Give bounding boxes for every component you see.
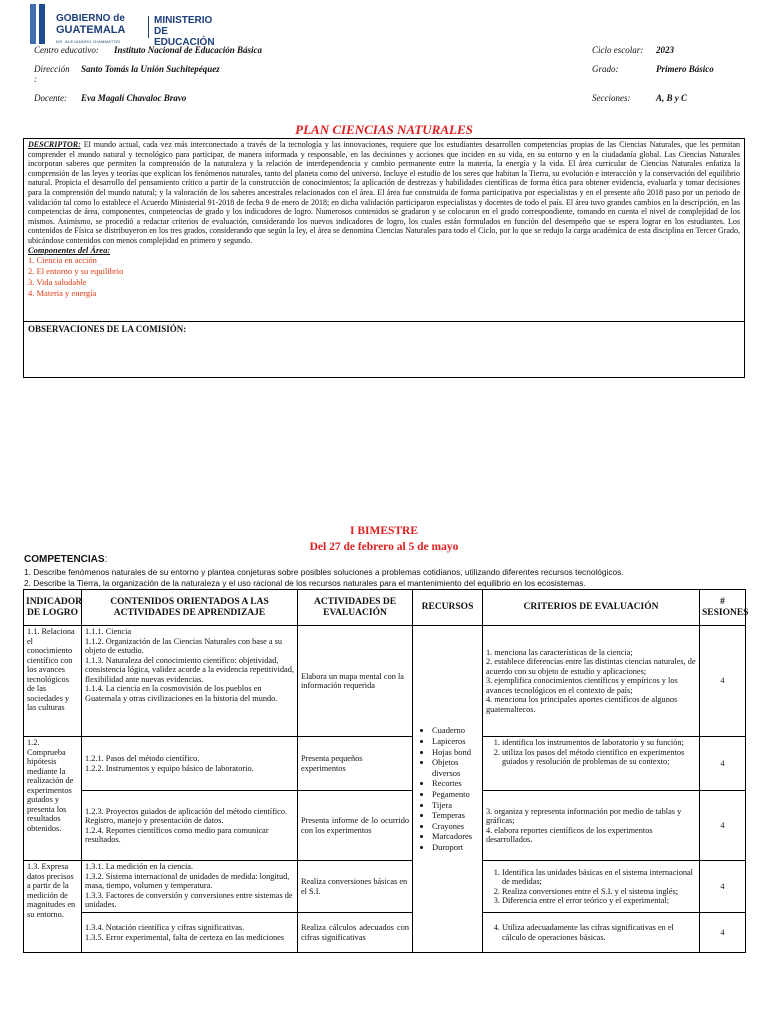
criterio-item: 3. organiza y representa información por medio de tablas y gráficas;	[486, 806, 682, 825]
descriptor-paragraph	[24, 139, 744, 300]
recursos-list	[416, 725, 479, 852]
criterios-list	[486, 923, 696, 942]
recurso-item: • Objetos diversos	[432, 757, 479, 778]
criterios-list	[486, 738, 696, 767]
criterio-item: 1. Identifica las unidades básicas en el sistema internacional de medidas;	[502, 868, 696, 887]
recurso-item: • Duroport	[432, 842, 479, 853]
recurso-item: • Hojas bond	[432, 747, 479, 758]
direccion-colon: :	[34, 74, 37, 84]
bimestre-title: I BIMESTRE	[349, 525, 419, 537]
competencias-title	[24, 554, 107, 565]
ministry-name	[154, 15, 215, 48]
criterio-item: 2. establece diferencias entre las distintas ciencias naturales, de acuerdo con su objeto de estudio y aplicaciones;	[486, 657, 696, 676]
indicador-cell: 1.1. Relaciona el conocimiento científico con los avances tecnológicos de las sociedades y las culturas	[24, 626, 82, 737]
component-item: 3. Vida saludable	[28, 277, 87, 288]
table-row	[24, 737, 746, 791]
descriptor-box	[23, 138, 745, 322]
secciones-value: A, B y C	[656, 93, 688, 103]
header-sesiones: # SESIONES	[700, 590, 746, 626]
header-actividades: ACTIVIDADES DE EVALUACIÓN	[298, 590, 413, 626]
criterios-cell	[483, 913, 700, 953]
recurso-item: • Crayones	[432, 821, 479, 832]
contenido-item: 1.1.3. Naturaleza del conocimiento científico: objetividad, consistencia lógica, validez acorde a la evidencia repetitividad, flexibilidad ante nuevas evidencias.	[85, 655, 294, 684]
contenido-item: 1.3.2. Sistema internacional de unidades de medida: longitud, masa, tiempo, volumen y temperatura.	[85, 871, 290, 890]
table-row	[24, 791, 746, 861]
component-item: 4. Materia y energía	[28, 288, 97, 299]
descriptor-label: DESCRIPTOR:	[28, 140, 81, 149]
grado-label: Grado:	[592, 64, 619, 74]
header-criterios: CRITERIOS DE EVALUACIÓN	[483, 590, 700, 626]
actividad-cell: Elabora un mapa mental con la información requerida	[298, 626, 413, 737]
criterio-item: 4. Utiliza adecuadamente las cifras significativas en el cálculo de operaciones básicas.	[502, 923, 696, 942]
criterio-item: 4. elabora reportes científicos de los experimentos desarrollados.	[486, 825, 653, 844]
recurso-item: • Marcadores	[432, 831, 479, 842]
gobierno-guatemala-logo	[30, 4, 215, 48]
recurso-item: • Cuaderno	[432, 725, 479, 736]
sesiones-cell: 4	[700, 913, 746, 953]
contenido-item: 1.2.2. Instrumentos y equipo básico de laboratorio.	[85, 763, 254, 773]
criterio-item: 3. ejemplifica conocimientos científicos y empíricos y los avances tecnológicos en el contexto de país;	[486, 676, 678, 695]
criterio-item: 3. Diferencia entre el error teórico y el experimental;	[502, 896, 696, 906]
recurso-item: • Temperas	[432, 810, 479, 821]
actividad-cell: Realiza cálculos adecuados con cifras significativas	[298, 913, 413, 953]
actividad-cell: Presenta informe de lo ocurrido con los experimentos	[298, 791, 413, 861]
recursos-cell	[413, 626, 483, 953]
table-header-row	[24, 590, 746, 626]
contenido-item: 1.1.2. Organización de las Ciencias Naturales con base a su objeto de estudio.	[85, 636, 283, 655]
actividad-cell: Presenta pequeños experimentos	[298, 737, 413, 791]
contenido-item: 1.1.4. La ciencia en la cosmovisión de los pueblos en Guatemala y otras civilizaciones en la historia del mundo.	[85, 684, 278, 703]
secciones-label: Secciones:	[592, 93, 631, 103]
competencias-colon: :	[104, 554, 108, 565]
plan-title: PLAN CIENCIAS NATURALES	[295, 122, 473, 137]
contenido-item: 1.3.1. La medición en la ciencia.	[85, 862, 194, 871]
criterios-cell	[483, 791, 700, 861]
sesiones-cell: 4	[700, 861, 746, 913]
contenido-item: 1.3.4. Notación científica y cifras significativas.	[85, 923, 245, 932]
contenidos-cell	[82, 861, 298, 913]
header-contenidos: CONTENIDOS ORIENTADOS A LAS ACTIVIDADES DE APRENDIZAJE	[82, 590, 298, 626]
planning-table	[23, 589, 749, 953]
contenidos-cell	[82, 737, 298, 791]
recurso-item: • Lapiceros	[432, 736, 479, 747]
table-row	[24, 913, 746, 953]
header-recursos: RECURSOS	[413, 590, 483, 626]
logo-text-3: DR. ALEJANDRO GIAMMATTEI	[56, 39, 121, 44]
actividad-cell: Realiza conversiones básicas en el S.I.	[298, 861, 413, 913]
table-row	[24, 861, 746, 913]
sesiones-cell: 4	[700, 737, 746, 791]
contenidos-cell	[82, 791, 298, 861]
component-item: 2. El entorno y su equilibrio	[28, 266, 124, 277]
direccion-value: Santo Tomás la Unión Suchitepéquez	[81, 64, 220, 74]
criterio-item: 1. menciona las características de la ciencia;	[486, 647, 633, 657]
docente-value: Eva Magalí Chavaloc Bravo	[81, 93, 187, 103]
contenidos-cell	[82, 626, 298, 737]
criterios-list	[486, 868, 696, 906]
criterio-item: 1. identifica los instrumentos de laboratorio y su función;	[502, 738, 696, 748]
sesiones-cell: 4	[700, 791, 746, 861]
centro-value: Instituto Nacional de Educación Básica	[114, 45, 263, 55]
ciclo-label: Ciclo escolar:	[592, 45, 644, 55]
direccion-label: Dirección	[34, 64, 70, 74]
contenido-item: 1.2.3. Proyectos guiados de aplicación del método científico. Registro, manejo y presentación de datos.	[85, 806, 288, 825]
criterios-cell	[483, 861, 700, 913]
logo-mark-2	[39, 4, 45, 44]
logo-text-2: GUATEMALA	[56, 24, 126, 36]
header-indicador: INDICADOR DE LOGRO	[24, 590, 82, 626]
ciclo-value: 2023	[656, 45, 674, 55]
criterio-item: 2. utiliza los pasos del método científico en experimentos guiados y resolución de problemas de su contexto;	[502, 748, 696, 767]
contenido-item: 1.3.3. Factores de conversión y conversiones entre sistemas de unidades.	[85, 890, 293, 909]
docente-label: Docente:	[34, 93, 67, 103]
contenidos-cell	[82, 913, 298, 953]
recurso-item: • Pegamento	[432, 789, 479, 800]
contenido-item: 1.2.1. Pasos del método científico.	[85, 754, 200, 763]
centro-label: Centro educativo:	[34, 45, 99, 55]
indicador-cell: 1.2. Comprueba hipótesis mediante la realización de experimentos guiados y presenta los resultados obtenidos.	[24, 737, 82, 861]
contenido-item: 1.3.5. Error experimental, falta de certeza en las mediciones	[85, 932, 285, 942]
competencias-label: COMPETENCIAS	[24, 554, 105, 565]
ministry-line-2: EDUCACIÓN	[154, 37, 215, 48]
components-title: Componentes del Área:	[28, 244, 111, 255]
indicador-cell: 1.3. Expresa datos precisos a partir de la medición de magnitudes en su entorno.	[24, 861, 82, 953]
criterio-item: 2. Realiza conversiones entre el S.I. y el sistema inglés;	[502, 887, 696, 897]
sesiones-cell: 4	[700, 626, 746, 737]
logo-separator	[148, 16, 149, 38]
recurso-item: • Tijera	[432, 800, 479, 811]
criterio-item: 4. menciona los principales aportes científicos de algunos guatemaltecos.	[486, 695, 678, 714]
ministry-line-1: MINISTERIO DE	[154, 15, 213, 37]
competencia-item: 1. Describe fenómenos naturales de su entorno y plantea conjeturas sobre posibles soluciones a problemas cotidianos, utilizando diferentes recursos tecnológicos.	[24, 567, 624, 577]
bimestre-dates: Del 27 de febrero al 5 de mayo	[309, 541, 459, 553]
criterios-cell	[483, 737, 700, 791]
contenido-item: 1.1.1. Ciencia	[85, 627, 132, 636]
observaciones-box	[23, 321, 745, 378]
logo-text-1: GOBIERNO de	[56, 13, 125, 24]
criterios-cell	[483, 626, 700, 737]
table-row	[24, 626, 746, 737]
observaciones-label: OBSERVACIONES DE LA COMISIÓN:	[28, 324, 187, 334]
competencia-item: 2. Describe la Tierra, la organización de la naturaleza y el uso racional de los recursos naturales para el mantenimiento del equilibrio en los ecosistemas.	[24, 578, 586, 588]
grado-value: Primero Básico	[656, 64, 714, 74]
component-item: 1. Ciencia en acción	[28, 255, 97, 266]
logo-mark	[30, 4, 36, 44]
descriptor-text: El mundo actual, cada vez más interconectado a través de la tecnología y las innovaciones, requiere que los estudiantes desarrollen competencias propias de las Ciencias Naturales, que les permitan comprender el mundo natural y tecnológico para participar, de manera informada y responsable, en las decisiones y acciones que inciden en su vida, en su entorno y en la ciudadanía global. Las Ciencias Naturales incorporan saberes que permiten la comprensión de la naturaleza y la relación de interdependencia y cambio permanente entre la materia, la energía y la vida. El área curricular de Ciencias Naturales enfatiza la comprensión de las leyes y teorías que explican los fenómenos naturales, tanto del planeta como del universo. Incluye el estudio de los seres que habitan la Tierra, su evolución e interacción y la conservación del equilibrio natural. Propicia el desarrollo del pensamiento crítico a partir de la construcción de conocimientos; la aplicación de destrezas y habilidades científicas de forma ética para obtener evidencia, evaluarla y tomar decisiones para la comprensión del mundo natural; y la valoración de los saberes ancestrales relacionados con el área. El área fue construida de forma participativa por especialistas y en el presente año 2018 paso por un periodo de validación tal como lo establece el Acuerdo Ministerial 91-2018 de fecha 9 de enero de 2018; en dicha validación participaron especialistas y docentes de todo el país. El área tuvo grandes cambios en la descripción, en las competencias de área, componentes, competencias de grado y los indicadores de logro. Numerosos contenidos se gradaron y se colocaron en el grado correspondiente, tomando en cuenta el nivel de complejidad de los mismos. Asimismo, se procedió a redactar criterios de evaluación, considerando los nuevos indicadores de logro, los cuales están formulados en función del desempeño que se espera lograr en los estudiantes. Los contenidos de Física se distribuyeron en los tres grados, considerando que según la ley, el área se denomina Ciencias Naturales para todo el Ciclo, por lo que se redujo la carga académica de esta disciplina en Tercer Grado, ubicándose contenidos con menos complejidad en primero y segundo.	[28, 140, 740, 245]
recurso-item: • Recortes	[432, 778, 479, 789]
contenido-item: 1.2.4. Reportes científicos como medio para comunicar resultados.	[85, 825, 269, 844]
